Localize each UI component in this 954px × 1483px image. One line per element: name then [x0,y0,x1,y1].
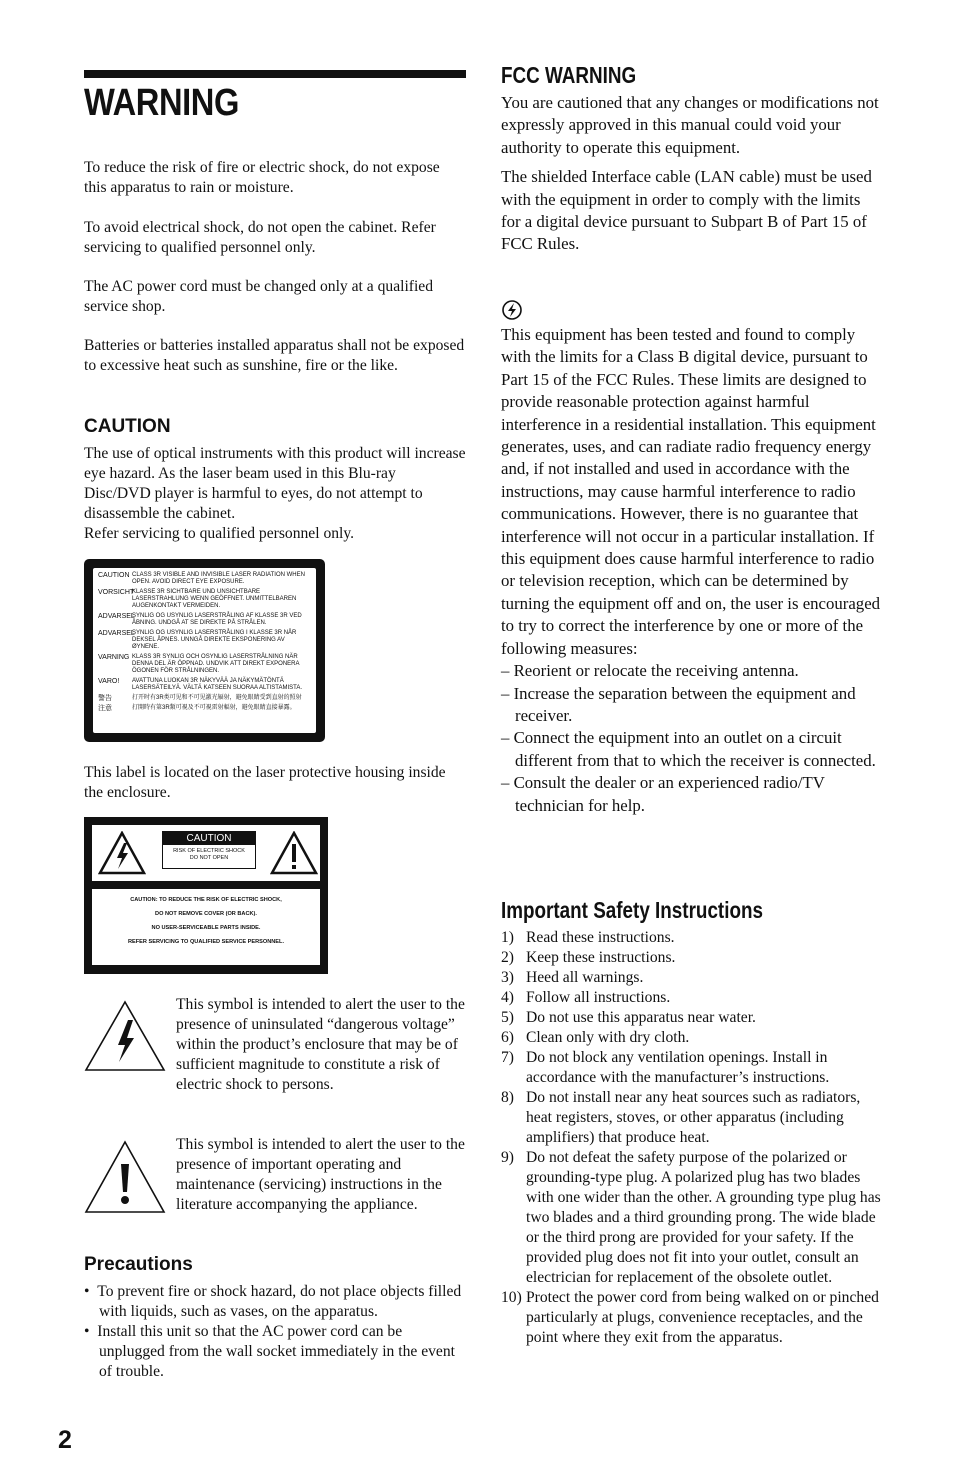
list-item-text: Protect the power cord from being walked on or pinched particularly at plugs, convenience receptacles, and the point where they exit from the apparatus. [526,1289,879,1346]
laser-label-row [98,572,311,586]
safety-heading: Important Safety Instructions [501,897,763,923]
lightning-warning-icon [98,831,146,875]
fcc-note [501,324,881,817]
list-item-number: 2) [501,949,514,966]
fcc-heading: FCC WARNING [501,62,637,88]
list-item-number: 1) [501,929,514,946]
laser-label-row [98,654,311,675]
page-title: WARNING [84,82,239,124]
fcc-paragraph: You are cautioned that any changes or modifications not expressly approved in this manual could void your authority to operate this equipment. [501,93,879,157]
lightning-symbol-icon [84,1000,166,1072]
title-rule [84,70,466,78]
list-item-text: Do not block any ventilation openings. Install in accordance with the manufacturer’s instructions. [526,1049,830,1086]
list-item-number: 6) [501,1029,514,1046]
caution-box-line: DO NOT OPEN [189,855,229,861]
laser-label-head: CAUTION [98,572,130,579]
laser-label-head: VORSICHT [98,589,135,596]
list-item: • Install this unit so that the AC power cord can be unplugged from the wall socket immediately in the event of trouble. [84,1323,455,1380]
list-item-text: Heed all warnings. [526,969,644,986]
caution-body [84,444,466,544]
fcc-paragraph: The shielded Interface cable (LAN cable) must be used with the equipment in order to comply with the limits for a digital device pursuant to Subpart B of Part 15 of FCC Rules. [501,167,872,254]
laser-label-text: CLASS 3R VISIBLE AND INVISIBLE LASER RADIATION WHEN OPEN. AVOID DIRECT EYE EXPOSURE. [132,572,305,585]
laser-warning-label [84,559,325,742]
paragraph: To avoid electrical shock, do not open the cabinet. Refer servicing to qualified personnel only. [84,219,436,256]
list-item: – Consult the dealer or an experienced radio/TV technician for help. [501,773,825,815]
list-item-text: Do not use this apparatus near water. [526,1009,756,1026]
list-item-number: 7) [501,1049,514,1066]
list-item-number: 3) [501,969,514,986]
list-item [501,1028,881,1048]
paragraph: To reduce the risk of fire or electric shock, do not expose this apparatus to rain or moisture. [84,159,440,196]
laser-label-head: VARO! [98,678,120,685]
list-item-text: Keep these instructions. [526,949,676,966]
list-item [501,1048,881,1088]
list-item-number: 8) [501,1089,514,1106]
page-number: 2 [58,1426,72,1454]
shock-label-line: REFER SERVICING TO QUALIFIED SERVICE PERSONNEL. [127,939,285,945]
laser-label-text: 打开时有3R类可见和不可见激光辐射，避免眼睛受到直射的照射 [132,695,302,701]
list-item: – Increase the separation between the equipment and receiver. [501,683,856,725]
safety-list [501,928,881,1348]
caution-box [162,831,256,869]
laser-label-text: KLASSE 3R SICHTBARE UND UNSICHTBARE LASERSTRAHLUNG WENN GEÖFFNET. UNMITTELBAREN AUGENKONTAKT VERMEIDEN. [132,589,297,609]
list-item-text: Read these instructions. [526,929,675,946]
list-item [501,1008,881,1028]
list-item-number: 9) [501,1149,514,1166]
list-item: • To prevent fire or shock hazard, do not place objects filled with liquids, such as vases, on the apparatus. [84,1283,462,1320]
list-item-number: 5) [501,1009,514,1026]
laser-label-head: 注意 [98,705,112,712]
list-item: – Reorient or relocate the receiving antenna. [501,661,799,681]
list-item-number: 4) [501,989,514,1006]
caution-box-line: RISK OF ELECTRIC SHOCK [173,848,245,854]
paragraph: The AC power cord must be changed only at a qualified service shop. [84,278,434,315]
laser-label-row [98,695,311,702]
laser-label-row [98,613,311,627]
laser-label-head: 警告 [98,695,112,702]
note-icon [502,300,522,320]
caution-text: The use of optical instruments with this product will increase eye hazard. As the laser beam used in this Blu-ray Disc/DVD player is harmful to eyes, do not attempt to disassemble the cabinet. [84,445,466,522]
paragraph: Batteries or batteries installed apparatus shall not be exposed to excessive heat such as sunshine, fire or the like. [84,337,465,374]
list-item-text: Clean only with dry cloth. [526,1029,690,1046]
shock-warning-label [84,817,328,974]
laser-label-text: KLASS 3R SYNLIG OCH OSYNLIG LASERSTRÅLNING NÄR DENNA DEL ÄR ÖPPNAD. UNDVIK ATT DIREKT EXPONERA ÖGONEN FÖR STRÅLNINGEN. [132,654,300,674]
laser-label-text: 打開時有第3R類可視及不可視雷射輻射，避免眼睛直接暴露。 [132,705,296,711]
caution-box-title: CAUTION [163,832,255,845]
exclamation-symbol-icon [84,1140,166,1214]
shock-label-line: CAUTION: TO REDUCE THE RISK OF ELECTRIC SHOCK, [130,897,282,903]
list-item: – Connect the equipment into an outlet on a circuit different from that to which the receiver is connected. [501,728,876,770]
laser-label-text: SYNLIG OG USYNLIG LASERSTRÅLING I KLASSE 3R NÅR DEKSEL ÅPNES. UNNGÅ DIREKTE EKSPONERING AV ØYNENE. [132,630,297,650]
shock-label-line: NO USER-SERVICEABLE PARTS INSIDE. [151,925,261,931]
precautions-list [84,1282,466,1382]
list-item [501,988,881,1008]
list-item [501,948,881,968]
list-item-text: Do not defeat the safety purpose of the polarized or grounding-type plug. A polarized plug has two blades with one wider than the other. A grounding type plug has two blades and a third grounding prong. The wide blade or the third prong are provided for your safety. If the provided plug does not fit into your outlet, consult an electrician for replacement of the obsolete outlet. [526,1149,881,1286]
laser-label-row [98,705,311,712]
laser-label-text: AVATTUNA LUOKAN 3R NÄKYVÄÄ JA NÄKYMÄTÖNTÄ LASERSÄTEILYÄ. VÄLTÄ KATSEEN SUORAA ALTISTAMISTA. [132,678,303,691]
laser-label-row [98,630,311,651]
caution-heading: CAUTION [84,416,171,437]
list-item-text: Do not install near any heat sources such as radiators, heat registers, stoves, or other apparatus (including amplifiers) that produce heat. [526,1089,861,1146]
laser-label-head: ADVARSEL [98,630,135,637]
laser-label-head: VARNING [98,654,130,661]
list-item [501,968,881,988]
laser-label-text: SYNLIG OG USYNLIG LASERSTRÅLING AF KLASSE 3R VED ÅBNING. UNDGÅ AT SE DIREKTE PÅ STRÅLEN. [132,613,302,626]
list-item-text: Follow all instructions. [526,989,671,1006]
lightning-symbol-text: This symbol is intended to alert the user to the presence of uninsulated “dangerous voltage” within the product’s enclosure that may be of sufficient magnitude to constitute a risk of electric shock to persons. [176,996,465,1093]
exclamation-warning-icon [270,831,318,875]
label-location-text: This label is located on the laser protective housing inside the enclosure. [84,764,446,801]
laser-label-row [98,678,311,692]
exclamation-symbol-text: This symbol is intended to alert the user to the presence of important operating and maintenance (servicing) instructions in the literature accompanying the appliance. [176,1136,465,1213]
fcc-body [501,92,881,256]
laser-label-head: ADVARSEL [98,613,135,620]
list-item [501,1148,881,1288]
list-item [501,928,881,948]
precautions-heading: Precautions [84,1254,193,1275]
note-text: This equipment has been tested and found to comply with the limits for a Class B digital device, pursuant to Part 15 of the FCC Rules. These limits are designed to provide reasonable protection against harmful interference in a residential installation. This equipment generates, uses, and can radiate radio frequency energy and, if not installed and used in accordance with the instructions, may cause harmful interference to radio communications. However, there is no guarantee that interference will not occur in a particular installation. If this equipment does cause harmful interference to radio or television reception, which can be determined by turning the equipment off and on, the user is encouraged to try to correct the interference by one or more of the following measures: [501,325,881,658]
left-intro [84,158,466,376]
list-item-number: 10) [501,1289,522,1306]
laser-label-row [98,589,311,610]
list-item [501,1288,881,1348]
shock-label-line: DO NOT REMOVE COVER (OR BACK). [155,911,257,917]
list-item [501,1088,881,1148]
caution-text: Refer servicing to qualified personnel only. [84,525,355,542]
